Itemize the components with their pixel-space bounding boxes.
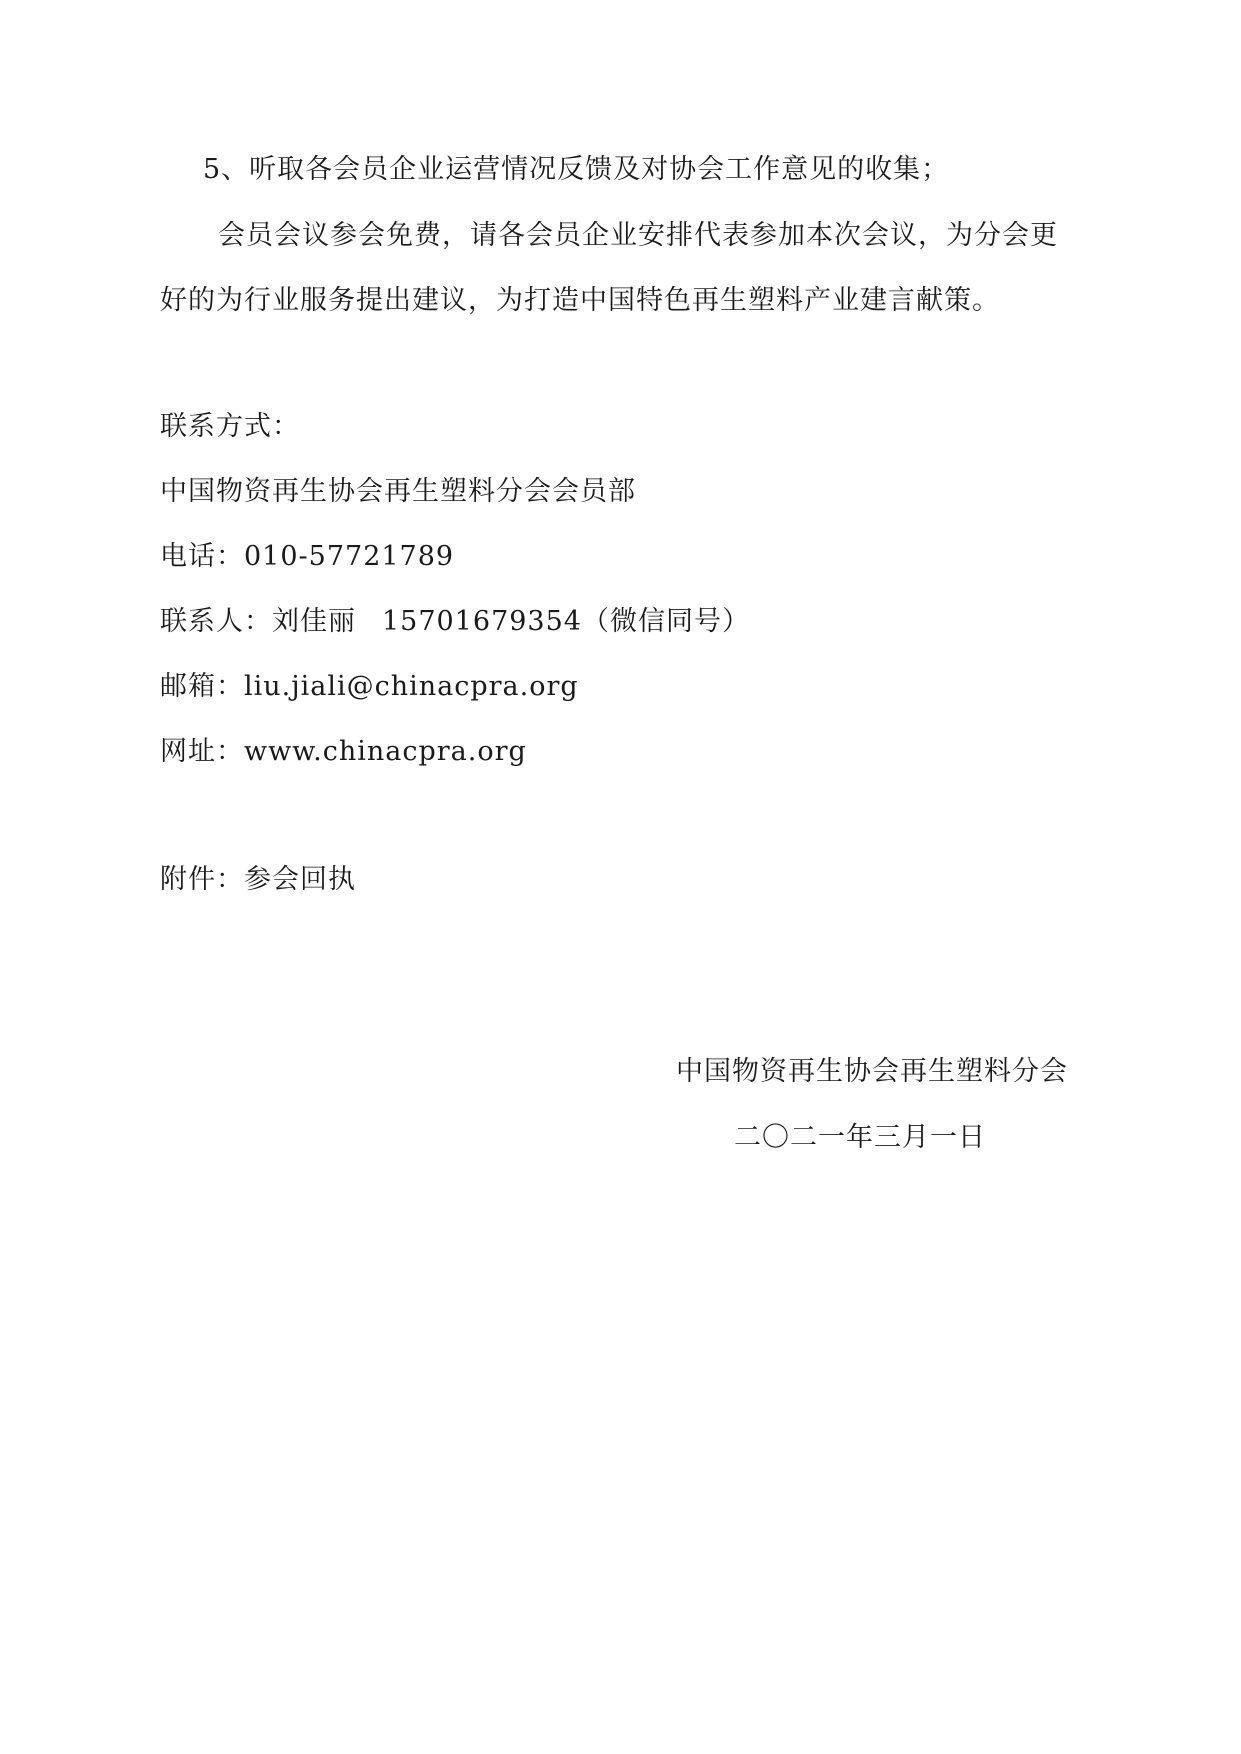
paragraph-line-1: 会员会议参会免费，请各会员企业安排代表参加本次会议，为分会更 [218,220,1058,251]
attachment-line [160,862,356,898]
attachment-name: 参会回执 [244,864,356,895]
email-label: 邮箱： [160,671,244,702]
contact-organization: 中国物资再生协会再生塑料分会会员部 [160,476,636,507]
person-name: 刘佳丽 [272,606,356,637]
website-label: 网址： [160,736,244,767]
contact-email [160,669,579,705]
phone-number: 010-57721789 [244,541,455,572]
list-item-5: 5、听取各会员企业运营情况反馈及对协会工作意见的收集； [203,154,950,185]
contact-website [160,734,527,770]
contact-phone [160,539,454,575]
attachment-label: 附件： [160,864,244,895]
signature-date: 二〇二一年三月一日 [734,1122,986,1153]
person-label: 联系人： [160,606,272,637]
signature-organization: 中国物资再生协会再生塑料分会 [676,1056,1068,1087]
paragraph-line-2: 好的为行业服务提出建议，为打造中国特色再生塑料产业建言献策。 [160,285,1000,316]
phone-label: 电话： [160,541,244,572]
contact-person [160,604,750,640]
website-url: www.chinacpra.org [244,736,527,767]
email-address: liu.jiali@chinacpra.org [244,671,579,702]
person-mobile: 15701679354（微信同号） [382,606,750,637]
contact-heading: 联系方式： [160,411,300,442]
